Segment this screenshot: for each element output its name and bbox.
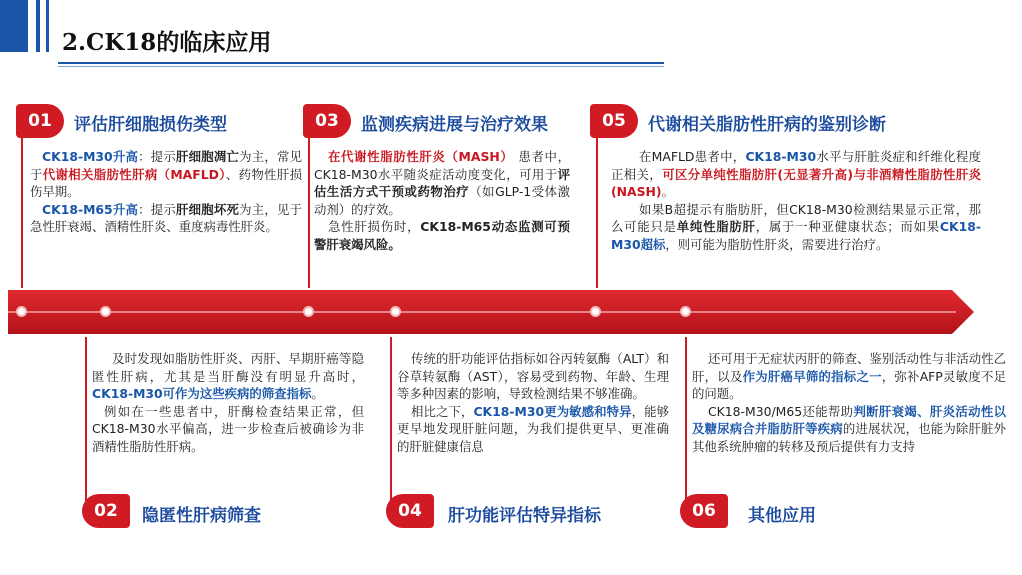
header-accent-stripe [36, 0, 40, 52]
item-description: 传统的肝功能评估指标如谷丙转氨酶（ALT）和谷草转氨酶（AST），容易受到药物、年龄、生理等多种因素的影响，导致检测结果不够准确。 相比之下，CK18-M30更为敏感和特异，能够更早地发现肝脏问题，为我们提供更早、更准确的肝脏健康信息 [397, 351, 670, 454]
item-description: 在代谢性脂肪性肝炎（MASH） 患者中，CK18-M30水平随炎症活动度变化，可用于评估生活方式干预或药物治疗（如GLP-1受体激动剂）的疗效。 急性肝损伤时，CK18-M65动态监测可预警肝衰竭风险。 [314, 149, 571, 252]
item-number-badge: 02 [82, 494, 130, 528]
item-title: 代谢相关脂肪性肝病的鉴别诊断 [648, 115, 886, 135]
title-underline [58, 62, 664, 64]
item-title: 隐匿性肝病筛查 [142, 506, 261, 526]
timeline-arrow-shape [0, 287, 1022, 337]
item-number-badge: 03 [303, 104, 351, 138]
item-description: 及时发现如脂肪性肝炎、丙肝、早期肝癌等隐匿性肝病，尤其是当肝酶没有明显升高时，CK18-M30可作为这些疾病的筛查指标。 例如在一些患者中，肝酶检查结果正常，但CK18-M30水平偏高，进一步检查后被确诊为非酒精性脂肪性肝病。 [92, 351, 364, 454]
connector-line [390, 337, 392, 501]
item-title: 监测疾病进展与治疗效果 [361, 115, 548, 135]
item-number-badge: 01 [16, 104, 64, 138]
header-accent-bar [0, 0, 28, 52]
item-title: 评估肝细胞损伤类型 [74, 115, 227, 135]
connector-line [21, 138, 23, 288]
timeline-node [590, 306, 601, 317]
header-accent-stripe [46, 0, 49, 52]
item-number-badge: 06 [680, 494, 728, 528]
item-number-badge: 04 [386, 494, 434, 528]
item-description: CK18-M30升高：提示肝细胞凋亡为主，常见于代谢相关脂肪性肝病（MAFLD）、药物性肝损伤早期。 CK18-M65升高：提示肝细胞坏死为主，见于急性肝衰竭、酒精性肝炎、重度病毒性肝炎。 [30, 149, 303, 235]
connector-line [596, 138, 598, 288]
timeline-node [303, 306, 314, 317]
item-description: 在MAFLD患者中，CK18-M30水平与肝脏炎症和纤维化程度正相关，可区分单纯性脂肪肝(无显著升高)与非酒精性脂肪性肝炎(NASH)。 如果B超提示有脂肪肝，但CK18-M30检测结果显示正常，那么可能只是单纯性脂肪肝，属于一种亚健康状态；而如果CK18-M30超标，则可能为脂肪性肝炎，需要进行治疗。 [611, 149, 982, 252]
timeline-node [680, 306, 691, 317]
timeline-node [390, 306, 401, 317]
timeline-arrow [0, 287, 1022, 337]
item-title: 其他应用 [748, 506, 816, 526]
item-title: 肝功能评估特异指标 [448, 506, 601, 526]
title-underline-thin [58, 66, 664, 67]
timeline-node [100, 306, 111, 317]
connector-line [85, 337, 87, 501]
page-title: 2.CK18的临床应用 [62, 29, 272, 56]
item-number-badge: 05 [590, 104, 638, 138]
connector-line [685, 337, 687, 501]
timeline-node [16, 306, 27, 317]
item-description: 还可用于无症状丙肝的筛查、鉴别活动性与非活动性乙肝，以及作为肝癌早筛的指标之一，弥补AFP灵敏度不足的问题。 CK18-M30/M65还能帮助判断肝衰竭、肝炎活动性以及糖尿病合并脂肪肝等疾病的进展状况，也能为除肝脏外其他系统肿瘤的转移及预后提供有力支持 [692, 351, 1007, 454]
connector-line [308, 138, 310, 288]
